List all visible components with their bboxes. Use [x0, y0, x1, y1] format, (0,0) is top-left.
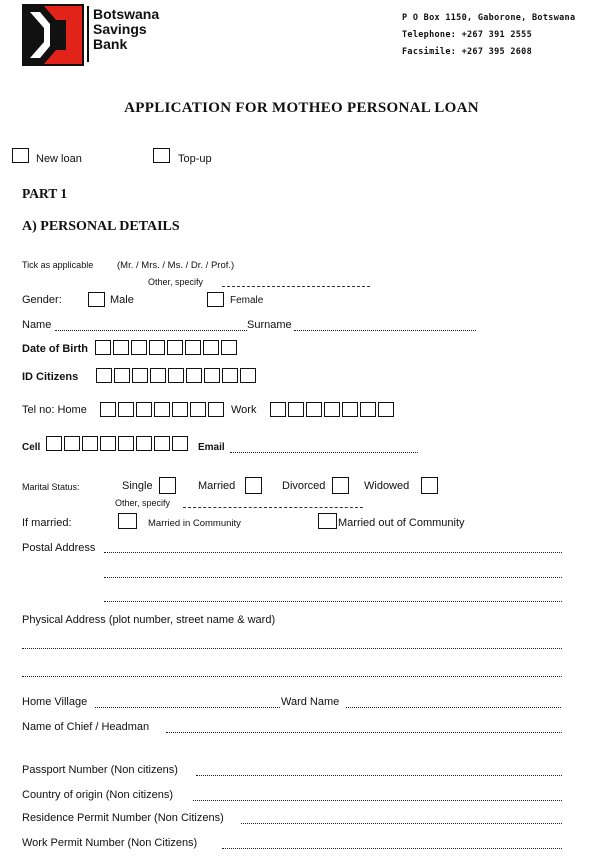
surname-field[interactable]: [294, 330, 476, 331]
title-options: (Mr. / Mrs. / Ms. / Dr. / Prof.): [117, 260, 235, 271]
dob-label: Date of Birth: [22, 343, 88, 355]
marital-status-label: Marital Status:: [22, 482, 80, 492]
email-label: Email: [198, 442, 225, 453]
id-label: ID Citizens: [22, 371, 79, 383]
id-boxes[interactable]: [96, 368, 258, 383]
male-checkbox[interactable]: [88, 292, 105, 307]
facsimile-text: Facsimile: +267 395 2608: [402, 47, 533, 57]
telephone-text: Telephone: +267 391 2555: [402, 30, 533, 40]
bank-name-line1: Botswana: [93, 6, 160, 22]
dob-boxes[interactable]: [95, 340, 239, 355]
new-loan-checkbox[interactable]: [12, 148, 29, 163]
female-checkbox[interactable]: [207, 292, 224, 307]
gender-label: Gender:: [22, 294, 62, 306]
widowed-checkbox[interactable]: [421, 477, 438, 494]
email-field[interactable]: [230, 452, 418, 453]
country-field[interactable]: [193, 800, 562, 801]
physical-address-line2[interactable]: [22, 676, 562, 677]
chief-label: Name of Chief / Headman: [22, 721, 150, 733]
work-permit-field[interactable]: [222, 848, 562, 849]
divorced-label: Divorced: [282, 480, 326, 492]
female-label: Female: [230, 295, 264, 306]
postal-address-text: P O Box 1150, Gaborone, Botswana: [402, 13, 576, 23]
title-other-field[interactable]: [222, 286, 370, 287]
tel-home-boxes[interactable]: [100, 402, 226, 417]
single-label: Single: [122, 480, 153, 492]
postal-address-line3[interactable]: [104, 601, 562, 602]
bank-logo: [22, 4, 84, 66]
passport-field[interactable]: [196, 775, 562, 776]
country-label: Country of origin (Non citizens): [22, 789, 174, 801]
cell-boxes[interactable]: [46, 436, 190, 451]
part-heading: PART 1: [22, 186, 68, 201]
home-village-field[interactable]: [95, 707, 280, 708]
ward-name-label: Ward Name: [281, 696, 340, 708]
divorced-checkbox[interactable]: [332, 477, 349, 494]
cell-label: Cell: [22, 442, 41, 453]
postal-address-line2[interactable]: [104, 577, 562, 578]
bank-name: [93, 7, 159, 52]
marital-other-field[interactable]: [183, 507, 363, 508]
surname-label: Surname: [247, 319, 292, 331]
new-loan-label: New loan: [36, 153, 82, 165]
logo-divider: [87, 6, 89, 62]
section-heading: A) PERSONAL DETAILS: [22, 219, 180, 234]
tel-home-label: Tel no: Home: [22, 404, 87, 416]
tel-work-label: Work: [231, 404, 257, 416]
in-community-label: Married in Community: [148, 518, 241, 529]
chief-field[interactable]: [166, 732, 562, 733]
single-checkbox[interactable]: [159, 477, 176, 494]
male-label: Male: [110, 294, 134, 306]
marital-other-label: Other, specify: [115, 498, 171, 508]
if-married-label: If married:: [22, 517, 72, 529]
title-other-label: Other, specify: [148, 277, 204, 287]
residence-permit-label: Residence Permit Number (Non Citizens): [22, 812, 224, 824]
bank-name-line2: Savings: [93, 21, 147, 37]
ward-name-field[interactable]: [346, 707, 561, 708]
residence-permit-field[interactable]: [241, 823, 562, 824]
physical-address-label: Physical Address (plot number, street name & ward): [22, 614, 276, 626]
physical-address-line1[interactable]: [22, 648, 562, 649]
out-of-community-checkbox[interactable]: [318, 513, 337, 529]
postal-address-line1[interactable]: [104, 552, 562, 553]
widowed-label: Widowed: [364, 480, 410, 492]
in-community-checkbox[interactable]: [118, 513, 137, 529]
name-field[interactable]: [55, 330, 247, 331]
out-of-community-label: Married out of Community: [338, 517, 465, 529]
top-up-label: Top-up: [178, 153, 212, 165]
top-up-checkbox[interactable]: [153, 148, 170, 163]
title-tick-label: Tick as applicable: [22, 260, 94, 270]
passport-label: Passport Number (Non citizens): [22, 764, 178, 776]
bank-name-line3: Bank: [93, 36, 128, 52]
name-label: Name: [22, 319, 52, 331]
home-village-label: Home Village: [22, 696, 88, 708]
tel-work-boxes[interactable]: [270, 402, 396, 417]
contact-block: [402, 10, 575, 61]
postal-address-label: Postal Address: [22, 542, 96, 554]
form-title: APPLICATION FOR MOTHEO PERSONAL LOAN: [124, 100, 479, 116]
work-permit-label: Work Permit Number (Non Citizens): [22, 837, 198, 849]
married-label: Married: [198, 480, 236, 492]
married-checkbox[interactable]: [245, 477, 262, 494]
